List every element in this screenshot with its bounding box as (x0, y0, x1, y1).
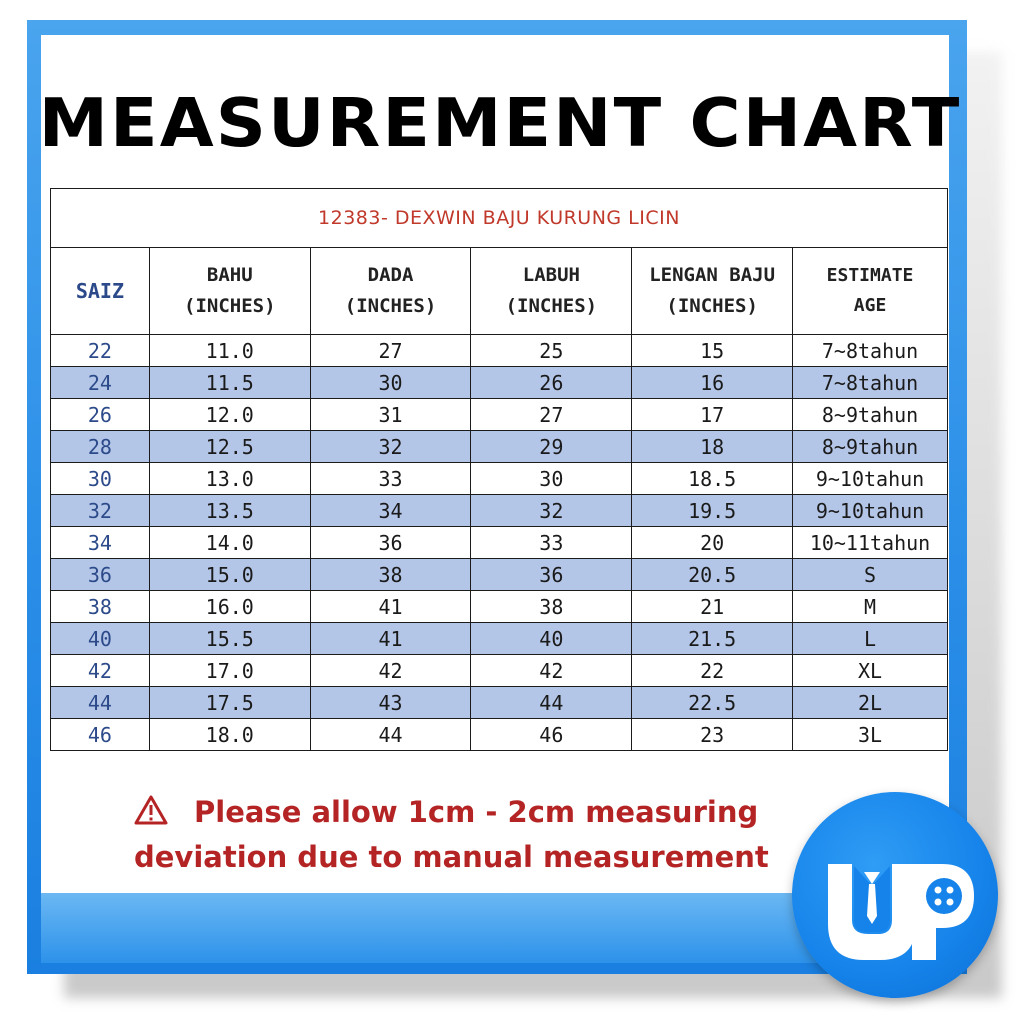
table-row (51, 495, 948, 527)
table-caption: 12383- DEXWIN BAJU KURUNG LICIN (51, 189, 948, 248)
cell-dada: 31 (310, 399, 471, 431)
header-bahu: BAHU (INCHES) (149, 248, 310, 335)
cell-dada: 36 (310, 527, 471, 559)
cell-saiz: 24 (51, 367, 150, 399)
cell-dada: 38 (310, 559, 471, 591)
cell-bahu: 13.5 (149, 495, 310, 527)
table-row (51, 687, 948, 719)
cell-lengan: 17 (632, 399, 793, 431)
cell-bahu: 18.0 (149, 719, 310, 751)
cell-saiz: 22 (51, 335, 150, 367)
table-row (51, 527, 948, 559)
cell-lengan: 23 (632, 719, 793, 751)
cell-labuh: 38 (471, 591, 632, 623)
table-row (51, 655, 948, 687)
cell-lengan: 21.5 (632, 623, 793, 655)
notice-line-1: Please allow 1cm - 2cm measuring (134, 790, 834, 835)
header-labuh: LABUH (INCHES) (471, 248, 632, 335)
table-row (51, 463, 948, 495)
cell-lengan: 15 (632, 335, 793, 367)
notice-line-2: deviation due to manual measurement (134, 840, 769, 874)
cell-dada: 44 (310, 719, 471, 751)
page-title: MEASUREMENT CHART (38, 84, 962, 162)
header-lengan-baju: LENGAN BAJU (INCHES) (632, 248, 793, 335)
cell-bahu: 15.0 (149, 559, 310, 591)
table-row (51, 367, 948, 399)
cell-age: 3L (793, 719, 948, 751)
cell-bahu: 17.5 (149, 687, 310, 719)
up-logo (792, 792, 998, 998)
cell-bahu: 11.0 (149, 335, 310, 367)
cell-labuh: 33 (471, 527, 632, 559)
cell-saiz: 40 (51, 623, 150, 655)
header-saiz: SAIZ (51, 248, 150, 335)
cell-bahu: 17.0 (149, 655, 310, 687)
cell-lengan: 18 (632, 431, 793, 463)
cell-labuh: 25 (471, 335, 632, 367)
cell-bahu: 15.5 (149, 623, 310, 655)
cell-dada: 33 (310, 463, 471, 495)
cell-bahu: 16.0 (149, 591, 310, 623)
cell-saiz: 42 (51, 655, 150, 687)
cell-labuh: 42 (471, 655, 632, 687)
cell-saiz: 32 (51, 495, 150, 527)
cell-lengan: 18.5 (632, 463, 793, 495)
cell-age: 10~11tahun (793, 527, 948, 559)
cell-dada: 27 (310, 335, 471, 367)
table-row (51, 591, 948, 623)
cell-labuh: 30 (471, 463, 632, 495)
table-row (51, 399, 948, 431)
cell-dada: 42 (310, 655, 471, 687)
cell-saiz: 36 (51, 559, 150, 591)
cell-dada: 34 (310, 495, 471, 527)
cell-lengan: 21 (632, 591, 793, 623)
cell-labuh: 32 (471, 495, 632, 527)
table-row (51, 335, 948, 367)
cell-labuh: 36 (471, 559, 632, 591)
cell-age: 7~8tahun (793, 367, 948, 399)
cell-dada: 30 (310, 367, 471, 399)
cell-bahu: 12.5 (149, 431, 310, 463)
cell-labuh: 26 (471, 367, 632, 399)
cell-lengan: 22.5 (632, 687, 793, 719)
cell-age: L (793, 623, 948, 655)
cell-age: S (793, 559, 948, 591)
table-row (51, 719, 948, 751)
cell-labuh: 29 (471, 431, 632, 463)
cell-bahu: 12.0 (149, 399, 310, 431)
cell-bahu: 14.0 (149, 527, 310, 559)
cell-bahu: 13.0 (149, 463, 310, 495)
cell-lengan: 19.5 (632, 495, 793, 527)
header-estimate-age: ESTIMATE AGE (793, 248, 948, 335)
cell-saiz: 44 (51, 687, 150, 719)
cell-lengan: 20 (632, 527, 793, 559)
cell-labuh: 44 (471, 687, 632, 719)
header-dada: DADA (INCHES) (310, 248, 471, 335)
cell-lengan: 22 (632, 655, 793, 687)
cell-lengan: 16 (632, 367, 793, 399)
cell-saiz: 38 (51, 591, 150, 623)
cell-saiz: 34 (51, 527, 150, 559)
cell-age: 9~10tahun (793, 495, 948, 527)
measurement-notice (134, 790, 834, 880)
cell-dada: 41 (310, 591, 471, 623)
cell-saiz: 26 (51, 399, 150, 431)
cell-age: 8~9tahun (793, 399, 948, 431)
table-row (51, 559, 948, 591)
cell-saiz: 28 (51, 431, 150, 463)
cell-age: 8~9tahun (793, 431, 948, 463)
cell-saiz: 30 (51, 463, 150, 495)
cell-bahu: 11.5 (149, 367, 310, 399)
cell-age: XL (793, 655, 948, 687)
table-header-row (51, 248, 948, 335)
cell-saiz: 46 (51, 719, 150, 751)
table-row (51, 623, 948, 655)
cell-dada: 43 (310, 687, 471, 719)
cell-labuh: 40 (471, 623, 632, 655)
cell-age: M (793, 591, 948, 623)
cell-dada: 41 (310, 623, 471, 655)
cell-age: 7~8tahun (793, 335, 948, 367)
measurement-table (50, 188, 948, 751)
table-row (51, 431, 948, 463)
cell-age: 9~10tahun (793, 463, 948, 495)
cell-labuh: 27 (471, 399, 632, 431)
cell-lengan: 20.5 (632, 559, 793, 591)
cell-labuh: 46 (471, 719, 632, 751)
warning-icon (134, 795, 168, 825)
cell-dada: 32 (310, 431, 471, 463)
cell-age: 2L (793, 687, 948, 719)
shirt-button-logo-icon (792, 792, 998, 998)
